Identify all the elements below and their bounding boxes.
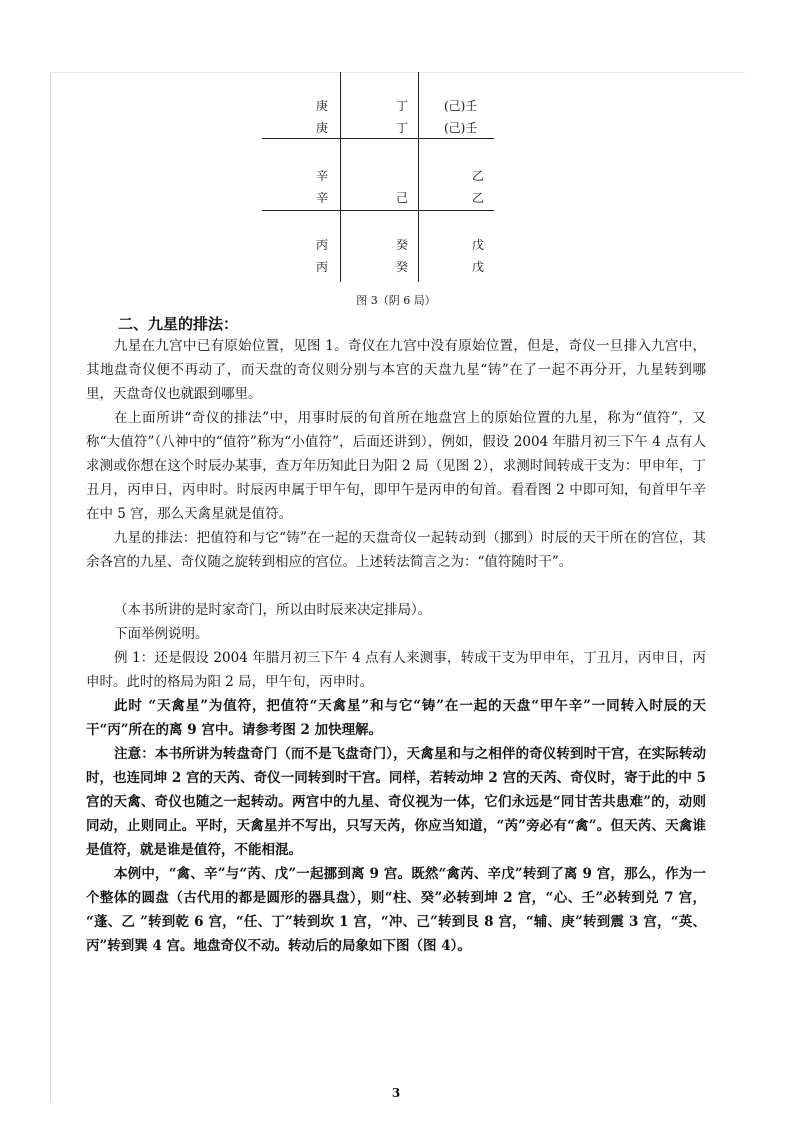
grid-cell: 丁	[396, 99, 409, 113]
paragraph: 例 1：还是假设 2004 年腊月初三下午 4 点有人来测事，转成干支为甲申年，丁丑月，丙申日，丙申时。此时的格局为阳 2 局，甲午旬，丙申时。	[86, 650, 706, 690]
paragraph: 此时 “天禽星”为值符，把值符“天禽星”和与它“铸”在一起的天盘“甲午辛”一同转入时辰的天干“丙”所在的离 9 宫中。请参考图 2 加快理解。	[86, 698, 706, 738]
grid-cell: 丙	[316, 238, 329, 252]
grid-cell: 戊	[472, 238, 485, 252]
grid-vertical-line-left	[340, 72, 341, 282]
grid-vertical-line-right	[418, 72, 419, 282]
figure-caption: 图 3（阴 6 局）	[356, 294, 436, 307]
section-heading: 二、九星的排法：	[118, 315, 239, 333]
grid-cell: 乙	[472, 169, 485, 183]
grid-cell: 丙	[316, 260, 329, 274]
grid-cell: 癸	[396, 238, 409, 252]
grid-cell: 癸	[396, 260, 409, 274]
paragraph: （本书所讲的是时家奇门，所以由时辰来决定排局）。	[114, 602, 432, 618]
grid-cell: (己)壬	[444, 99, 478, 113]
grid-horizontal-line-top	[262, 138, 494, 139]
paragraph: 注意：本书所讲为转盘奇门（而不是飞盘奇门），天禽星和与之相伴的奇仪转到时干宫，在实际转动时，也连同坤 2 宫的天芮、奇仪一同转到时干宫。同样，若转动坤 2 宫的天芮、奇仪时，寄于此的中 5 宫的天禽、奇仪也随之一起转动。两宫中的九星、奇仪视为一体，它们永远是“同甘苦共患难”的，动则同动，止则同止。平时，天禽星并不写出，只写天芮，你应当知道，“芮”旁必有“禽”。但天芮、天禽谁是值符，就是谁是值符，不能相混。	[86, 746, 706, 858]
figure-3-grid	[262, 72, 494, 282]
grid-cell: 己	[396, 191, 409, 205]
grid-cell: 丁	[396, 121, 409, 135]
paragraph: 九星的排法：把值符和与它“铸”在一起的天盘奇仪一起转动到（挪到）时辰的天干所在的宫位，其余各宫的九星、奇仪随之旋转到相应的宫位。上述转法简言之为：“值符随时干”。	[86, 530, 706, 570]
grid-cell: 戊	[472, 260, 485, 274]
grid-cell: 庚	[316, 99, 329, 113]
grid-horizontal-line-bottom	[262, 210, 494, 211]
grid-cell: 辛	[316, 169, 329, 183]
grid-cell: 乙	[472, 191, 485, 205]
grid-cell: 庚	[316, 121, 329, 135]
paragraph: 下面举例说明。	[114, 626, 209, 642]
grid-cell: (己)壬	[444, 121, 478, 135]
paragraph: 本例中，“禽、辛”与“芮、戊”一起挪到离 9 宫。既然“禽芮、辛戊”转到了离 9 宫，那么，作为一个整体的圆盘（古代用的都是圆形的器具盘），则“柱、癸”必转到坤 2 宫，“心、壬”必转到兑 7 宫， “蓬、乙 ”转到乾 6 宫，“任、丁”转到坎 1 宫，“冲、己”转到艮 8 宫，“辅、庚”转到震 3 宫，“英、丙”转到巽 4 宫。地盘奇仪不动。转动后的局象如下图（图 4）。	[86, 866, 706, 954]
page-number: 3	[391, 1086, 401, 1100]
paragraph: 在上面所讲“奇仪的排法”中，用事时辰的旬首所在地盘宫上的原始位置的九星，称为“值符”，又称“大值符”（八神中的“值符”称为“小值符”，后面还讲到），例如，假设 2004 年腊月初三下午 4 点有人求测或你想在这个时辰办某事，查万年历知此日为阳 2 局（见图 2），求测时间转成干支为：甲申年，丁丑月，丙申日，丙申时。时辰丙申属于甲午旬，即甲午是丙申的旬首。看看图 2 中即可知，旬首甲午辛在中 5 宫，那么天禽星就是值符。	[86, 410, 706, 522]
grid-cell: 辛	[316, 191, 329, 205]
paragraph: 九星在九宫中已有原始位置，见图 1。奇仪在九宫中没有原始位置，但是，奇仪一旦排入九宫中，其地盘奇仪便不再动了，而天盘的奇仪则分别与本宫的天盘九星“铸”在了一起不再分开，九星转到哪里，天盘奇仪也就跟到哪里。	[86, 338, 706, 402]
